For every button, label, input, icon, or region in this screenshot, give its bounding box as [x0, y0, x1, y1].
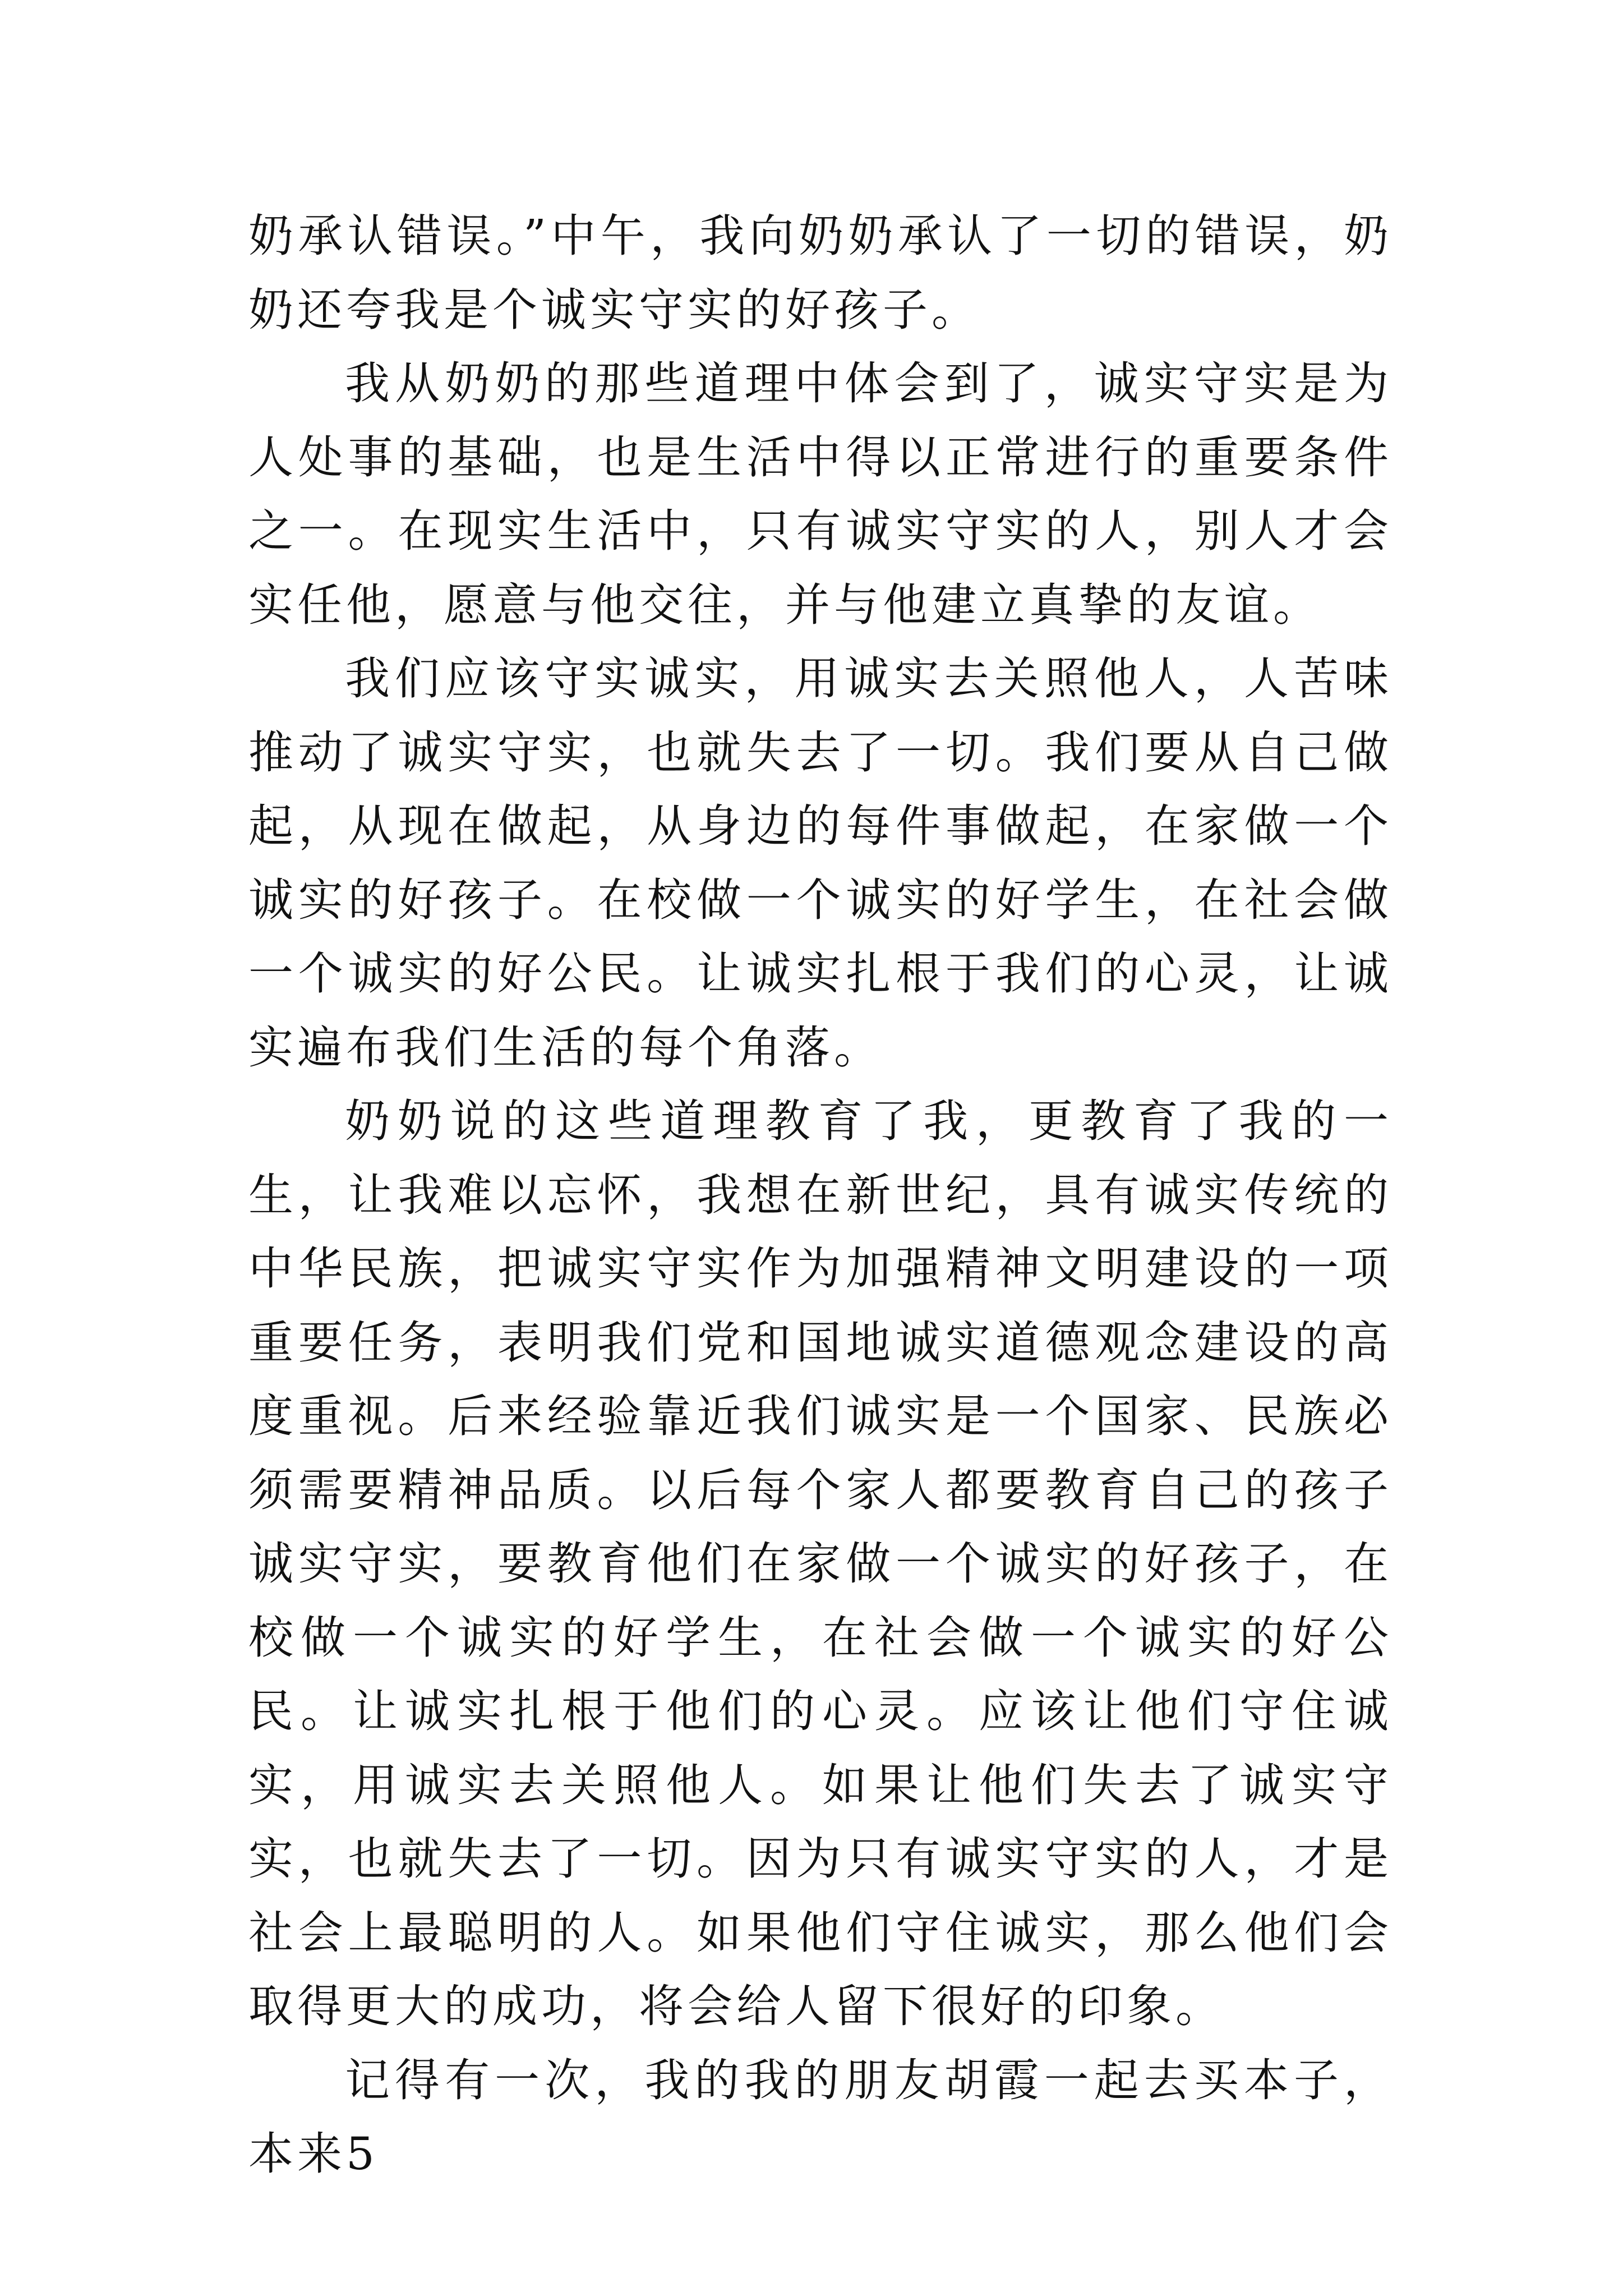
- paragraph: 记得有一次，我的我的朋友胡霞一起去买本子，本来5: [248, 2054, 1393, 2180]
- paragraph: 我们应该守实诚实，用诚实去关照他人，人苦味推动了诚实守实，也就失去了一切。我们要从自己做起，从现在做起，从身边的每件事做起，在家做一个诚实的好孩子。在校做一个诚实的好学生，在社会做一个诚实的好公民。让诚实扎根于我们的心灵，让诚实遍布我们生活的每个角落。: [248, 652, 1393, 1074]
- paragraph: 奶奶说的这些道理教育了我，更教育了我的一生，让我难以忘怀，我想在新世纪，具有诚实传统的中华民族，把诚实守实作为加强精神文明建设的一项重要任务，表明我们党和国地诚实道德观念建设的高度重视。后来经验靠近我们诚实是一个国家、民族必须需要精神品质。以后每个家人都要教育自己的孩子诚实守实，要教育他们在家做一个诚实的好孩子，在校做一个诚实的好学生，在社会做一个诚实的好公民。让诚实扎根于他们的心灵。应该让他们守住诚实，用诚实去关照他人。如果让他们失去了诚实守实，也就失去了一切。因为只有诚实守实的人，才是社会上最聪明的人。如果他们守住诚实，那么他们会取得更大的成功，将会给人留下很好的印象。: [248, 1095, 1393, 2032]
- paragraph: 我从奶奶的那些道理中体会到了，诚实守实是为人处事的基础，也是生活中得以正常进行的重要条件之一。在现实生活中，只有诚实守实的人，别人才会实任他，愿意与他交往，并与他建立真挚的友谊。: [248, 357, 1393, 631]
- document-body: [248, 199, 1393, 2191]
- paragraph: 奶承认错误。”中午，我向奶奶承认了一切的错误，奶奶还夸我是个诚实守实的好孩子。: [248, 210, 1393, 336]
